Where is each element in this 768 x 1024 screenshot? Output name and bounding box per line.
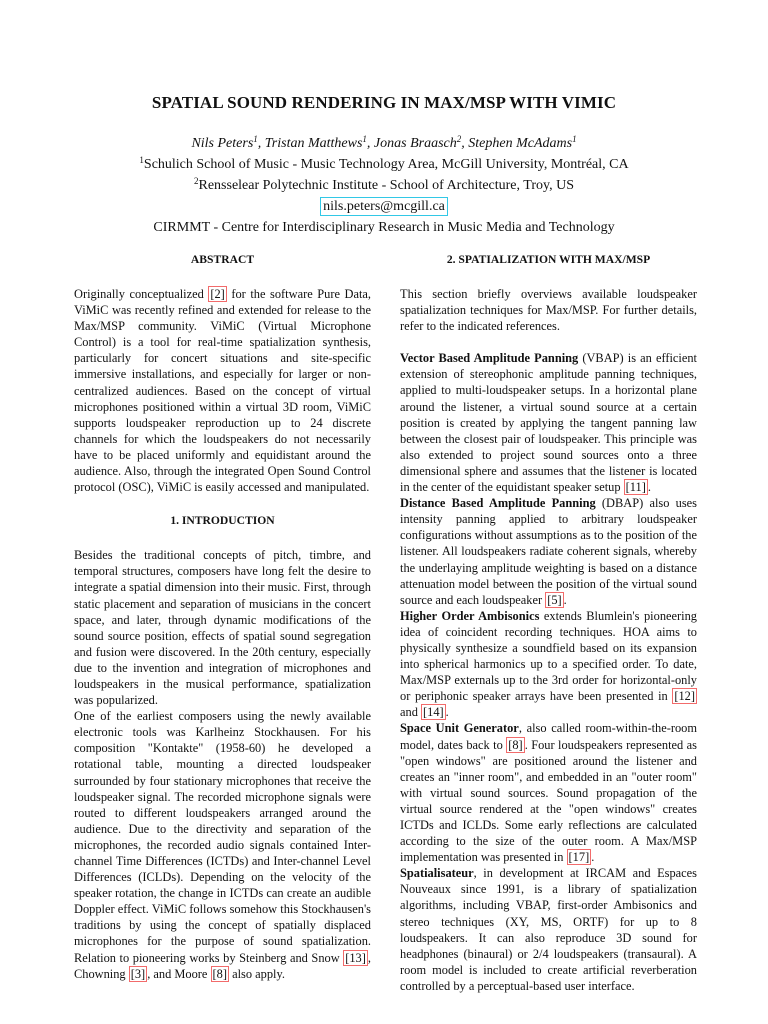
paper-title: SPATIAL SOUND RENDERING IN MAX/MSP WITH VIMIC — [151, 93, 617, 112]
affiliation-mark: 1 — [139, 155, 144, 165]
email-link[interactable]: nils.peters@mcgill.ca — [320, 197, 448, 216]
citation-link[interactable]: [8] — [212, 966, 227, 981]
space-unit-paragraph: Space Unit Generator, also called room-within-the-room model, dates back to [8] . Four loudspeakers represented as "open windows" are positioned around the listener and creates an "inner room", and embedded in an "outer room" with virtual sound sources. Sound propagation of the virtual source rendered at the "open windows" creates ICTDs and ICLDs. Some early reflections are calculated according to the size of the outer room. A Max/MSP implementation was presented in [17] . — [400, 721, 698, 865]
left-column — [74, 250, 371, 982]
affiliation-mark: 1 — [362, 134, 367, 144]
intro-paragraph-1: Besides the traditional concepts of pitch, timbre, and temporal structures, composers have long felt the desire to integrate a spatial dimension into their music. First, through static placement and separation of musicians in the concert space, and later, through dynamic modifications of the sound source position, effects of spatial sound segregation and fusion were discovered. In the 20th century, especially due to the invention and integration of microphones and loudspeakers in the musical performance, spatialization was popularized. — [74, 548, 371, 708]
author-block — [0, 133, 768, 238]
term-hoa: Higher Order Ambisonics — [400, 608, 540, 623]
vbap-paragraph: Vector Based Amplitude Panning (VBAP) is an efficient extension of stereophonic amplitude panning techniques, applied to multi-loudspeaker setups. In a horizontal plane around the listener, a virtual sound source at a certain position is created by applying the tangent panning law between the closest pair of loudspeaker. This principle was also extended to project sound sources onto a three dimensional sphere and assumes that the listener is located in the center of the equidistant speaker setup [11] . — [400, 351, 697, 495]
affiliation-2 — [0, 175, 768, 196]
abstract-paragraph: Originally conceptualized [2] for the software Pure Data, ViMiC was recently refined and extended for release to the Max/MSP community. ViMiC (Virtual Microphone Control) is a tool for real-time spatialization synthesis, particularly for concert situations and site-specific immersive installations, and especially for larger or non-centralized audiences. Based on the concept of virtual microphones positioned within a virtual 3D room, ViMiC supports loudspeaker reproduction up to 24 discrete channels for which the loudspeakers do not necessarily have to be placed uniformly and equidistant around the audience. Also, through the integrated Open Sound Control protocol (OSC), ViMiC is easily accessed and manipulated. — [74, 287, 371, 495]
term-space-unit-generator: Space Unit Generator — [400, 721, 519, 736]
term-dbap: Distance Based Amplitude Panning — [400, 496, 596, 511]
citation-link[interactable]: [14] — [423, 705, 444, 720]
author-names: Nils Peters$^1$, Tristan Matthews$^1$, Jonas Braasch$^2$, Stephen McAdams$^1$ — [191, 134, 577, 151]
email-row — [0, 196, 768, 217]
dbap-paragraph: Distance Based Amplitude Panning (DBAP) also uses intensity panning applied to arbitrary loudspeaker configurations without assumptions as to the position of the listener. All loudspeakers radiate coherent signals, whereby the underlaying amplitude weighting is based on a distance attenuation model between the position of the virtual sound source and each loudspeaker [5] . — [400, 496, 697, 607]
intro-paragraph-2: One of the earliest composers using the newly available electronic tools was Karlheinz Stockhausen. For his composition "Kontakte" (1958-60) he developed a rotational table, mounting a directed loudspeaker surrounded by four stationary microphones that receive the loudspeaker signal. The recorded microphone signals were routed to different loudspeakers arranged around the audience. Due to the directivity and separation of the microphones, the recorded audio signals contained Inter-channel Time Differences (ICTDs) and Inter-channel Level Differences (ICLDs). Depending on the velocity of the speaker rotation, the change in ICTDs can create an audible Doppler effect. ViMiC follows somehow this Stockhausen's traditions by using the concept of spatially displaced microphones for the purpose of sound spatialization. Relation to pioneering works by Steinberg and Snow [13] , Chowning [3] , and Moore [8] also apply. — [74, 709, 371, 981]
author-name: Nils Peters — [191, 136, 254, 151]
citation-link[interactable]: [17] — [568, 850, 590, 865]
affiliation-text: Schulich School of Music - Music Technology Area, McGill University, Montréal, CA — [143, 157, 629, 172]
affiliation-mark: 1 — [572, 134, 577, 144]
author-name: Tristan Matthews — [264, 136, 363, 151]
affiliation-1 — [0, 154, 768, 175]
spatialization-intro: This section briefly overviews available loudspeaker spatialization techniques for Max/MSP. For further details, refer to the indicated references. — [400, 287, 697, 334]
affiliation-mark: 2 — [194, 176, 199, 186]
author-name: Stephen McAdams — [468, 136, 573, 151]
organization: CIRMMT - Centre for Interdisciplinary Research in Music Media and Technology — [153, 220, 615, 235]
right-column — [400, 250, 697, 994]
citation-link[interactable]: [12] — [674, 689, 695, 704]
citation-link[interactable]: [13] — [345, 950, 366, 965]
term-spatialisateur: Spatialisateur — [400, 866, 474, 881]
affiliation-mark: 2 — [456, 134, 462, 144]
author-name: Jonas Braasch — [373, 136, 457, 151]
abstract-heading: ABSTRACT — [190, 253, 255, 266]
hoa-paragraph: Higher Order Ambisonics extends Blumlein's pioneering idea of coincident recording techniques. HOA aims to physically synthesize a soundfield based on its expansion into spherical harmonics up to a specified order. To date, Max/MSP externals up to the 3rd order for horizontal-only or periphonic speaker arrays have been presented in [12] and [14] . — [400, 608, 697, 720]
introduction-heading: 1. INTRODUCTION — [170, 514, 275, 528]
affiliation-text: Rensselear Polytechnic Institute - School of Architecture, Troy, US — [198, 178, 574, 193]
citation-link[interactable]: [8] — [508, 737, 523, 752]
citation-link[interactable]: [5] — [547, 592, 562, 607]
spatialization-heading: 2. SPATIALIZATION WITH MAX/MSP — [446, 253, 651, 266]
citation-link[interactable]: [3] — [130, 966, 146, 981]
affiliation-mark: 1 — [253, 134, 258, 144]
spatialisateur-paragraph: Spatialisateur, in development at IRCAM and Espaces Nouveaux since 1991, is a library of spatialization algorithms, including VBAP, first-order Ambisonics and stereo techniques (XY, MS, ORTF) for up to 8 loudspeakers. It can also reproduce 3D sound for headphones (binaural) or 2/4 loudspeakers (transaural). A room model is included to create artificial reverberation controlled by a perceptual-based user interface. — [400, 866, 697, 993]
citation-link[interactable]: [11] — [625, 480, 646, 495]
term-vbap: Vector Based Amplitude Panning — [400, 351, 579, 366]
citation-link[interactable]: [2] — [210, 287, 225, 301]
